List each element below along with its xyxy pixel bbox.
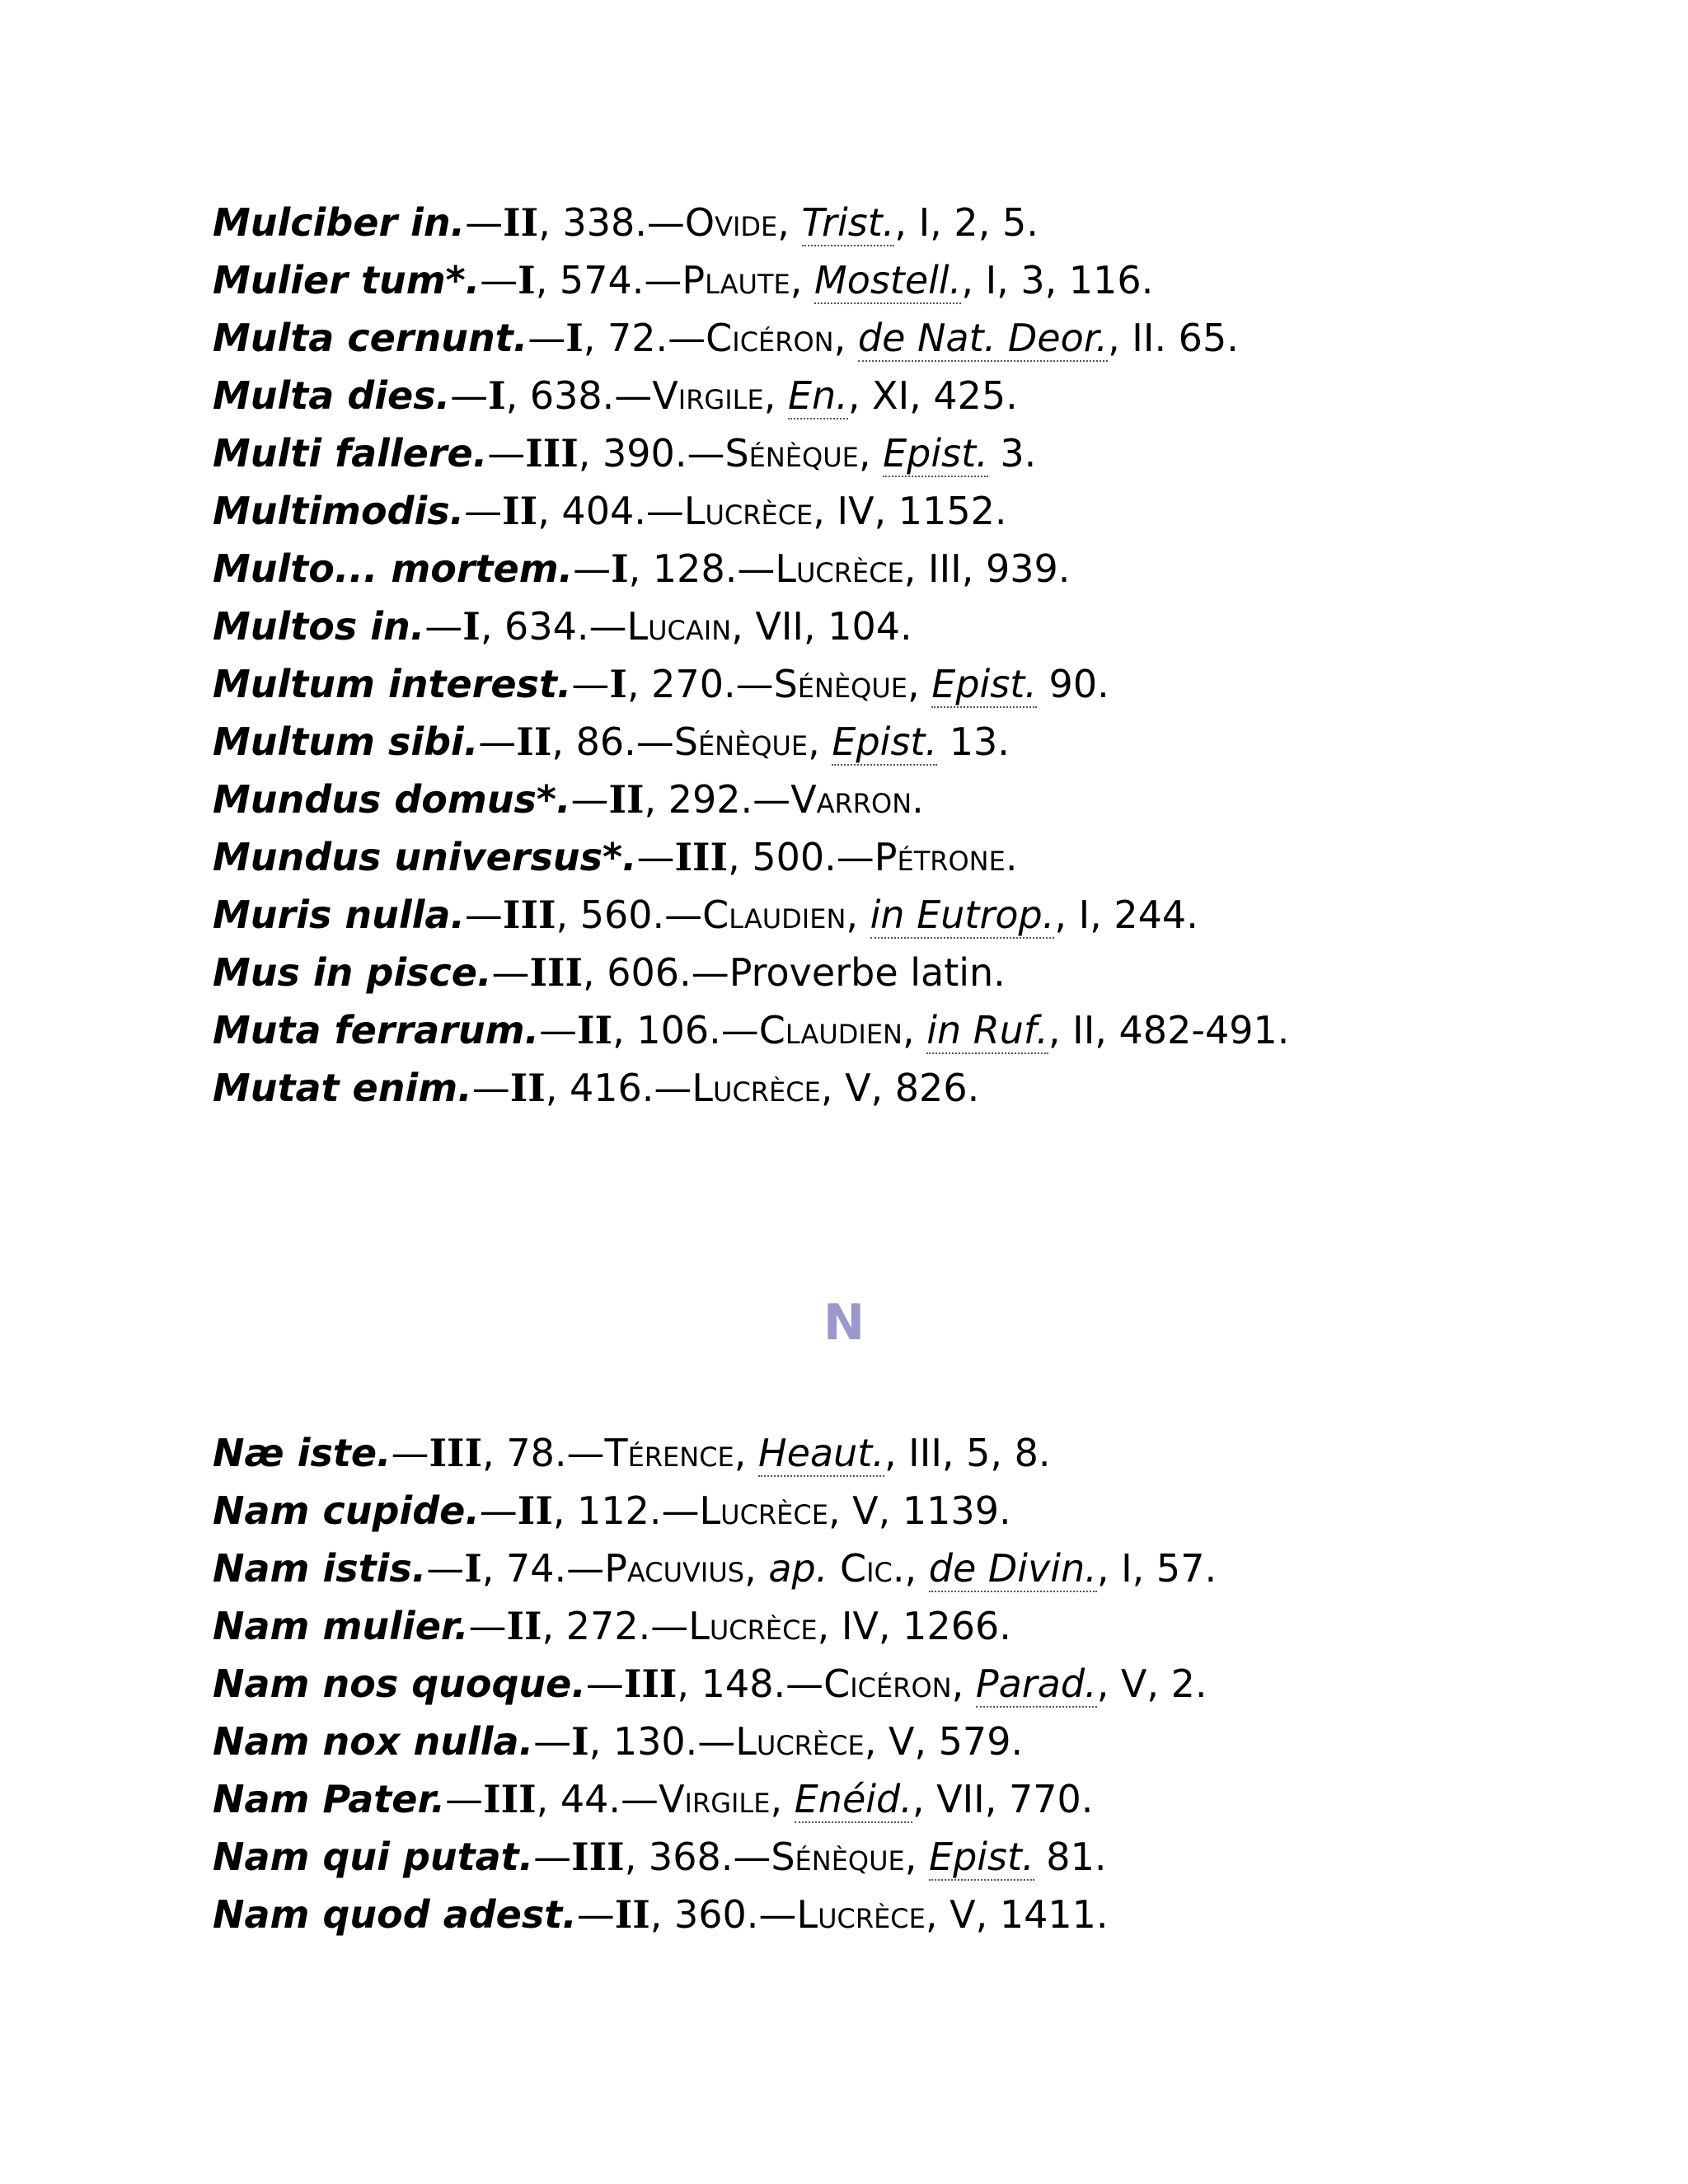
index-entry (213, 771, 1688, 828)
entry-reference: 81. (1034, 1835, 1107, 1879)
entry-page: , 148.— (677, 1661, 824, 1706)
index-entry (213, 1655, 1688, 1713)
index-entry (213, 1713, 1688, 1770)
entry-author: Lucrèce (775, 546, 904, 591)
entry-reference: , III, 939. (903, 546, 1071, 591)
entry-separator: , (951, 1661, 976, 1706)
entry-reference: , XI, 425. (847, 373, 1018, 418)
entry-dash: — (576, 1892, 615, 1937)
entry-volume: II (577, 1008, 613, 1052)
entry-author: Ovide (684, 200, 778, 245)
entry-dash: — (573, 546, 612, 591)
entry-dash: — (450, 373, 489, 418)
index-entry (213, 944, 1688, 1001)
entry-volume: II (502, 489, 538, 533)
entry-author: Lucrèce (699, 1488, 828, 1533)
entry-reference: , I, 244. (1054, 893, 1198, 937)
entry-lemma: Multum sibi. (213, 719, 479, 764)
entry-work-link[interactable]: Epist. (883, 431, 988, 476)
entry-separator (828, 1546, 840, 1591)
entry-page: , 78.— (482, 1431, 605, 1475)
entry-dash: — (487, 431, 526, 476)
entry-volume: I (518, 258, 536, 302)
index-entry (213, 309, 1688, 367)
entry-reference: 3. (987, 431, 1037, 476)
entry-lemma: Nam qui putat. (213, 1835, 534, 1879)
index-entry (213, 655, 1688, 713)
entry-volume: II (608, 777, 645, 822)
entry-volume: I (462, 604, 481, 649)
entry-reference: . (1005, 835, 1018, 879)
entry-page: , 106.— (612, 1008, 759, 1052)
entry-page: , 130.— (588, 1719, 736, 1764)
entry-volume: II (614, 1892, 650, 1937)
entry-dash: — (636, 835, 675, 879)
entry-lemma: Nam nox nulla. (213, 1719, 534, 1764)
entry-reference: , V, 1139. (828, 1488, 1011, 1533)
index-entry (213, 1424, 1688, 1482)
entry-author: Cicéron (706, 316, 834, 360)
entry-page: , 72.— (583, 316, 706, 360)
entry-dash: — (426, 1546, 465, 1591)
entry-volume: II (503, 200, 539, 245)
entry-lemma: Multum interest. (213, 662, 572, 706)
entry-reference: . (912, 777, 924, 822)
entry-author: Claudien (702, 893, 846, 937)
entry-page: , 270.— (626, 662, 774, 706)
index-entry (213, 194, 1688, 251)
entry-dash: — (533, 1719, 572, 1764)
entry-dash: — (445, 1777, 484, 1821)
entry-volume: III (571, 1835, 625, 1879)
entry-reference: , V, 2. (1096, 1661, 1207, 1706)
entry-apud: ap. (768, 1546, 828, 1591)
entry-dash: — (464, 893, 503, 937)
entry-lemma: Nam quod adest. (213, 1892, 577, 1937)
entry-separator: , (858, 431, 884, 476)
entry-work-link[interactable]: Trist. (801, 200, 895, 245)
entry-page: , 416.— (545, 1066, 692, 1110)
entry-dash: — (464, 489, 503, 533)
entry-page: , 74.— (481, 1546, 605, 1591)
entry-separator: , (744, 1546, 769, 1591)
entry-page: , 360.— (649, 1892, 797, 1937)
entry-page: , 606.— (583, 950, 729, 995)
entry-separator: , (808, 719, 832, 764)
entry-volume: I (488, 373, 506, 418)
entry-page: , 404.— (537, 489, 684, 533)
entry-dash: — (424, 604, 463, 649)
entry-work-link[interactable]: Mostell. (814, 258, 962, 302)
entry-volume: I (609, 662, 627, 706)
entry-dash: — (468, 1604, 507, 1648)
entry-dash: — (391, 1431, 429, 1475)
entry-page: , 638.— (505, 373, 653, 418)
entry-reference: 90. (1036, 662, 1109, 706)
entry-dash: — (478, 719, 517, 764)
entry-reference: , V, 579. (864, 1719, 1024, 1764)
entry-separator: , (904, 1835, 930, 1879)
entry-page: , 44.— (536, 1777, 659, 1821)
entry-separator: , (734, 1431, 759, 1475)
index-entry (213, 540, 1688, 598)
entry-page: , 574.— (535, 258, 682, 302)
entry-lemma: Nam cupide. (213, 1488, 480, 1533)
entry-dash: — (585, 1661, 624, 1706)
entry-separator: , (907, 662, 932, 706)
entry-author: Cicéron (823, 1661, 952, 1706)
entry-author: Lucrèce (688, 1604, 818, 1648)
entry-page: , 560.— (556, 893, 703, 937)
entry-lemma: Muta ferrarum. (213, 1008, 540, 1052)
entry-reference: , V, 826. (820, 1066, 980, 1110)
index-entry (213, 1770, 1688, 1828)
entry-work-link[interactable]: Epist. (931, 662, 1037, 706)
entry-reference: , III, 5, 8. (884, 1431, 1051, 1475)
entry-volume: III (529, 950, 584, 995)
entry-author: Sénèque (771, 1835, 905, 1879)
entry-author: Sénèque (773, 662, 908, 706)
entry-reference: , II, 482-491. (1048, 1008, 1290, 1052)
entry-volume: III (483, 1777, 537, 1821)
entry-author: Cic. (839, 1546, 905, 1591)
entry-volume: I (565, 316, 584, 360)
index-entry (213, 1828, 1688, 1886)
entry-reference: , I, 2, 5. (894, 200, 1039, 245)
index-entry (213, 1001, 1688, 1059)
entry-lemma: Multos in. (213, 604, 425, 649)
entry-author: Virgile (652, 373, 764, 418)
index-entry (213, 1597, 1688, 1655)
entry-volume: II (516, 719, 552, 764)
index-entry (213, 251, 1688, 309)
entry-work-link[interactable]: En. (787, 373, 848, 418)
entry-work-link[interactable]: in Eutrop. (870, 893, 1055, 937)
entry-dash: — (471, 1066, 510, 1110)
entry-lemma: Mulier tum*. (213, 258, 481, 302)
entry-dash: — (491, 950, 530, 995)
entry-volume: II (506, 1604, 542, 1648)
entry-volume: III (502, 893, 556, 937)
entry-work-link[interactable]: de Nat. Deor. (857, 316, 1109, 360)
entry-page: , 390.— (578, 431, 725, 476)
index-entry (213, 886, 1688, 944)
entry-lemma: Nam mulier. (213, 1604, 469, 1648)
entry-dash: — (571, 662, 610, 706)
entry-lemma: Mutat enim. (213, 1066, 472, 1110)
entry-author: Plaute (682, 258, 790, 302)
entry-reference: Proverbe latin. (729, 950, 1006, 995)
index-entry (213, 1886, 1688, 1943)
entry-list-n (213, 1424, 1688, 1943)
entry-author: Virgile (659, 1777, 771, 1821)
entry-volume: I (571, 1719, 589, 1764)
entry-work-link[interactable]: Parad. (975, 1661, 1097, 1706)
entry-lemma: Nam istis. (213, 1546, 427, 1591)
entry-page: , 86.— (551, 719, 674, 764)
entry-separator: , (763, 373, 788, 418)
entry-list-m (213, 194, 1688, 1117)
index-entry (213, 424, 1688, 482)
entry-volume: II (509, 1066, 546, 1110)
entry-reference: , I, 3, 116. (961, 258, 1154, 302)
entry-lemma: Multa cernunt. (213, 316, 528, 360)
entry-reference: , VII, 770. (912, 1777, 1094, 1821)
entry-author: Térence (604, 1431, 734, 1475)
entry-separator: , (902, 1008, 927, 1052)
entry-reference: , IV, 1152. (813, 489, 1007, 533)
entry-author: Varron (790, 777, 912, 822)
entry-volume: I (464, 1546, 482, 1591)
entry-lemma: Næ iste. (213, 1431, 392, 1475)
entry-work-link[interactable]: de Divin. (928, 1546, 1097, 1591)
entry-reference: 13. (937, 719, 1010, 764)
entry-dash: — (528, 316, 566, 360)
entry-separator: , (777, 200, 802, 245)
entry-dash: — (533, 1835, 572, 1879)
index-entry (213, 1540, 1688, 1597)
entry-reference: , I, 57. (1096, 1546, 1217, 1591)
index-entry (213, 598, 1688, 655)
entry-author: Claudien (758, 1008, 903, 1052)
index-entry (213, 828, 1688, 886)
entry-author: Pétrone (874, 835, 1006, 879)
entry-author: Lucrèce (735, 1719, 865, 1764)
index-entry (213, 1482, 1688, 1540)
entry-lemma: Mus in pisce. (213, 950, 492, 995)
entry-volume: II (517, 1488, 553, 1533)
entry-dash: — (480, 258, 518, 302)
entry-volume: III (623, 1661, 678, 1706)
entry-work-link[interactable]: Epist. (832, 719, 938, 764)
entry-dash: — (570, 777, 609, 822)
entry-volume: III (429, 1431, 483, 1475)
index-entry (213, 1059, 1688, 1117)
entry-dash: — (539, 1008, 578, 1052)
entry-lemma: Multa dies. (213, 373, 451, 418)
entry-lemma: Mulciber in. (213, 200, 466, 245)
entry-lemma: Nam nos quoque. (213, 1661, 586, 1706)
entry-lemma: Mundus domus*. (213, 777, 571, 822)
index-entry (213, 367, 1688, 424)
entry-author: Pacuvius (604, 1546, 745, 1591)
section-heading-n: N (823, 1294, 865, 1352)
entry-page: , 338.— (538, 200, 685, 245)
entry-work-link[interactable]: in Ruf. (926, 1008, 1048, 1052)
entry-author: Lucain (626, 604, 732, 649)
entry-lemma: Mundus universus*. (213, 835, 637, 879)
entry-separator: , (770, 1777, 795, 1821)
entry-author: Sénèque (673, 719, 809, 764)
entry-lemma: Nam Pater. (213, 1777, 446, 1821)
entry-page: , 634.— (480, 604, 627, 649)
entry-page: , 500.— (728, 835, 874, 879)
entry-author: Lucrèce (692, 1066, 821, 1110)
index-entry (213, 713, 1688, 771)
entry-page: , 272.— (542, 1604, 689, 1648)
entry-separator: , (904, 1546, 929, 1591)
entry-work-link[interactable]: Epist. (929, 1835, 1034, 1879)
entry-work-link[interactable]: Heaut. (758, 1431, 884, 1475)
entry-reference: , VII, 104. (731, 604, 912, 649)
entry-work-link[interactable]: Enéid. (794, 1777, 912, 1821)
entry-separator: , (790, 258, 814, 302)
entry-lemma: Multimodis. (213, 489, 465, 533)
index-entry (213, 482, 1688, 540)
entry-reference: , II. 65. (1108, 316, 1239, 360)
entry-reference: , IV, 1266. (817, 1604, 1011, 1648)
entry-lemma: Multo... mortem. (213, 546, 574, 591)
entry-dash: — (465, 200, 504, 245)
entry-author: Lucrèce (796, 1892, 926, 1937)
entry-page: , 368.— (624, 1835, 771, 1879)
entry-page: , 292.— (644, 777, 791, 822)
entry-volume: III (525, 431, 579, 476)
entry-page: , 112.— (552, 1488, 700, 1533)
entry-volume: III (674, 835, 729, 879)
entry-dash: — (479, 1488, 518, 1533)
entry-separator: , (833, 316, 858, 360)
entry-volume: I (611, 546, 629, 591)
entry-author: Sénèque (724, 431, 859, 476)
entry-reference: , V, 1411. (925, 1892, 1109, 1937)
entry-lemma: Muris nulla. (213, 893, 465, 937)
entry-author: Lucrèce (683, 489, 814, 533)
entry-separator: , (846, 893, 870, 937)
entry-page: , 128.— (628, 546, 776, 591)
entry-lemma: Multi fallere. (213, 431, 488, 476)
